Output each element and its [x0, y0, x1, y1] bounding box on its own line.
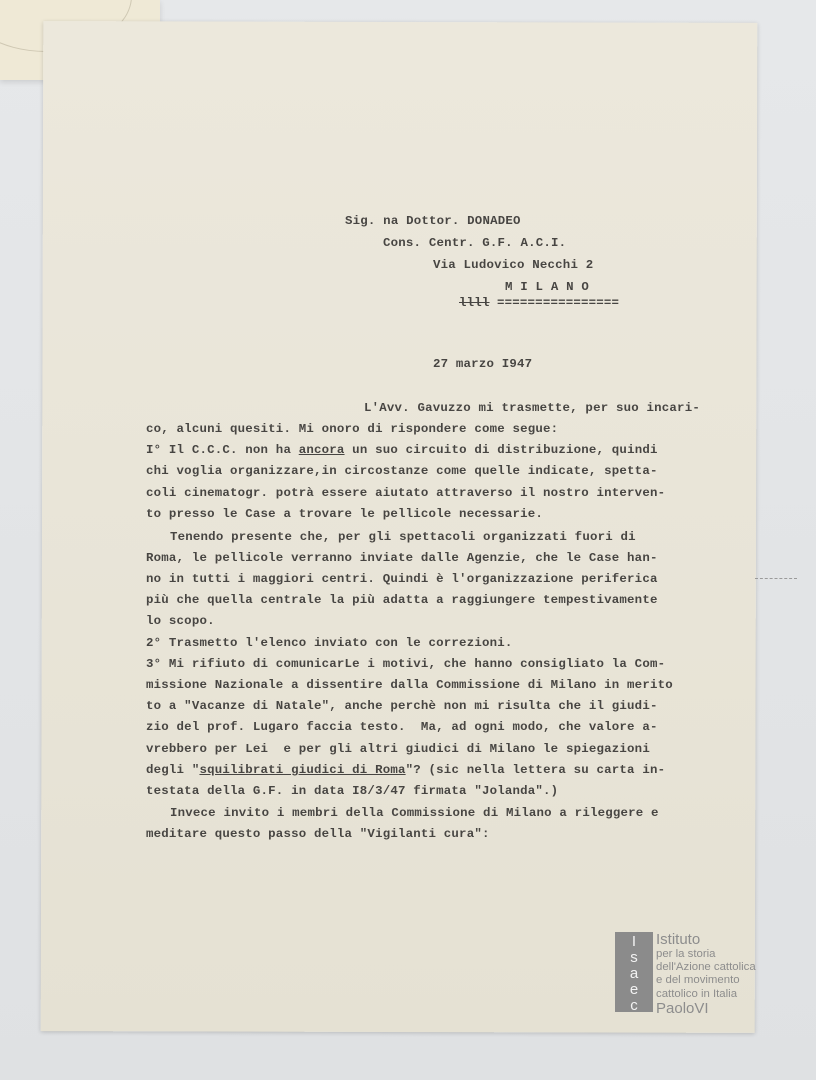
body-line: to a "Vacanze di Natale", anche perchè non mi risulta che il giudi-: [146, 699, 658, 713]
logo-line-6: PaoloVI: [656, 999, 709, 1017]
body-line: vrebbero per Lei e per gli altri giudici di Milano le spiegazioni: [146, 742, 650, 756]
underlined-quote: squilibrati giudici di Roma: [199, 763, 406, 777]
letter-page: [41, 21, 758, 1033]
body-line: testata della G.F. in data I8/3/47 firmata "Jolanda".): [146, 784, 559, 798]
body-text: I° Il C.C.C. non ha: [146, 443, 299, 457]
logo-mark-letter: I: [631, 933, 637, 950]
logo-line-4: e del movimento: [656, 974, 740, 987]
body-line: Roma, le pellicole verranno inviate dalle Agenzie, che le Case han-: [146, 551, 658, 565]
body-line: chi voglia organizzare,in circostanze come quelle indicate, spetta-: [146, 464, 658, 478]
logo-mark-letter: s: [630, 949, 638, 966]
body-line: lo scopo.: [146, 614, 215, 628]
body-text: un suo circuito di distribuzione, quindi: [344, 443, 658, 457]
body-line: Tenendo presente che, per gli spettacoli organizzati fuori di: [170, 530, 636, 544]
underlined-ancora: ancora: [298, 443, 345, 457]
logo-mark-letter: c: [630, 997, 638, 1014]
body-line: missione Nazionale a dissentire dalla Commissione di Milano in merito: [146, 678, 673, 692]
body-line: coli cinematogr. potrà essere aiutato attraverso il nostro interven-: [146, 486, 666, 500]
body-line: [146, 443, 658, 457]
body-line: 2° Trasmetto l'elenco inviato con le correzioni.: [146, 636, 513, 650]
body-line: co, alcuni quesiti. Mi onoro di rispondere come segue:: [146, 422, 559, 436]
body-text: degli ": [146, 763, 200, 777]
addressee-line-3: Via Ludovico Necchi 2: [433, 258, 594, 272]
body-line: meditare questo passo della "Vigilanti cura":: [146, 827, 490, 841]
archive-logo: [615, 931, 765, 1017]
body-line: no in tutti i maggiori centri. Quindi è l'organizzazione periferica: [146, 572, 658, 586]
logo-line-1: Istituto: [656, 931, 701, 948]
logo-mark-letter: e: [629, 981, 639, 998]
letter-date: 27 marzo I947: [433, 357, 533, 371]
logo-mark: [615, 932, 653, 1012]
body-line: più che quella centrale la più adatta a raggiungere tempestivamente: [146, 593, 658, 607]
addressee-line-2: Cons. Centr. G.F. A.C.I.: [383, 236, 567, 250]
addressee-struck-text: llll: [459, 296, 490, 310]
logo-line-3: dell'Azione cattolica: [656, 961, 756, 974]
logo-line-5: cattolico in Italia: [656, 987, 738, 1000]
body-line: to presso le Case a trovare le pellicole necessarie.: [146, 507, 544, 521]
logo-text: [656, 932, 756, 1017]
addressee-line-1: Sig. na Dottor. DONADEO: [345, 214, 521, 228]
body-line: L'Avv. Gavuzzo mi trasmette, per suo incari-: [364, 401, 700, 415]
logo-mark-letter: a: [629, 965, 639, 982]
body-line: Invece invito i membri della Commissione di Milano a rileggere e: [170, 806, 659, 820]
body-line: [146, 763, 665, 777]
addressee-city: M I L A N O: [505, 280, 589, 294]
addressee-rule: ================: [497, 296, 620, 310]
logo-line-2: per la storia: [656, 948, 716, 960]
body-line: 3° Mi rifiuto di comunicarLe i motivi, che hanno consigliato la Com-: [146, 657, 666, 671]
margin-mark: [755, 578, 797, 580]
body-text: "? (sic nella lettera su carta in-: [405, 763, 666, 777]
body-line: zio del prof. Lugaro faccia testo. Ma, ad ogni modo, che valore a-: [146, 720, 658, 734]
